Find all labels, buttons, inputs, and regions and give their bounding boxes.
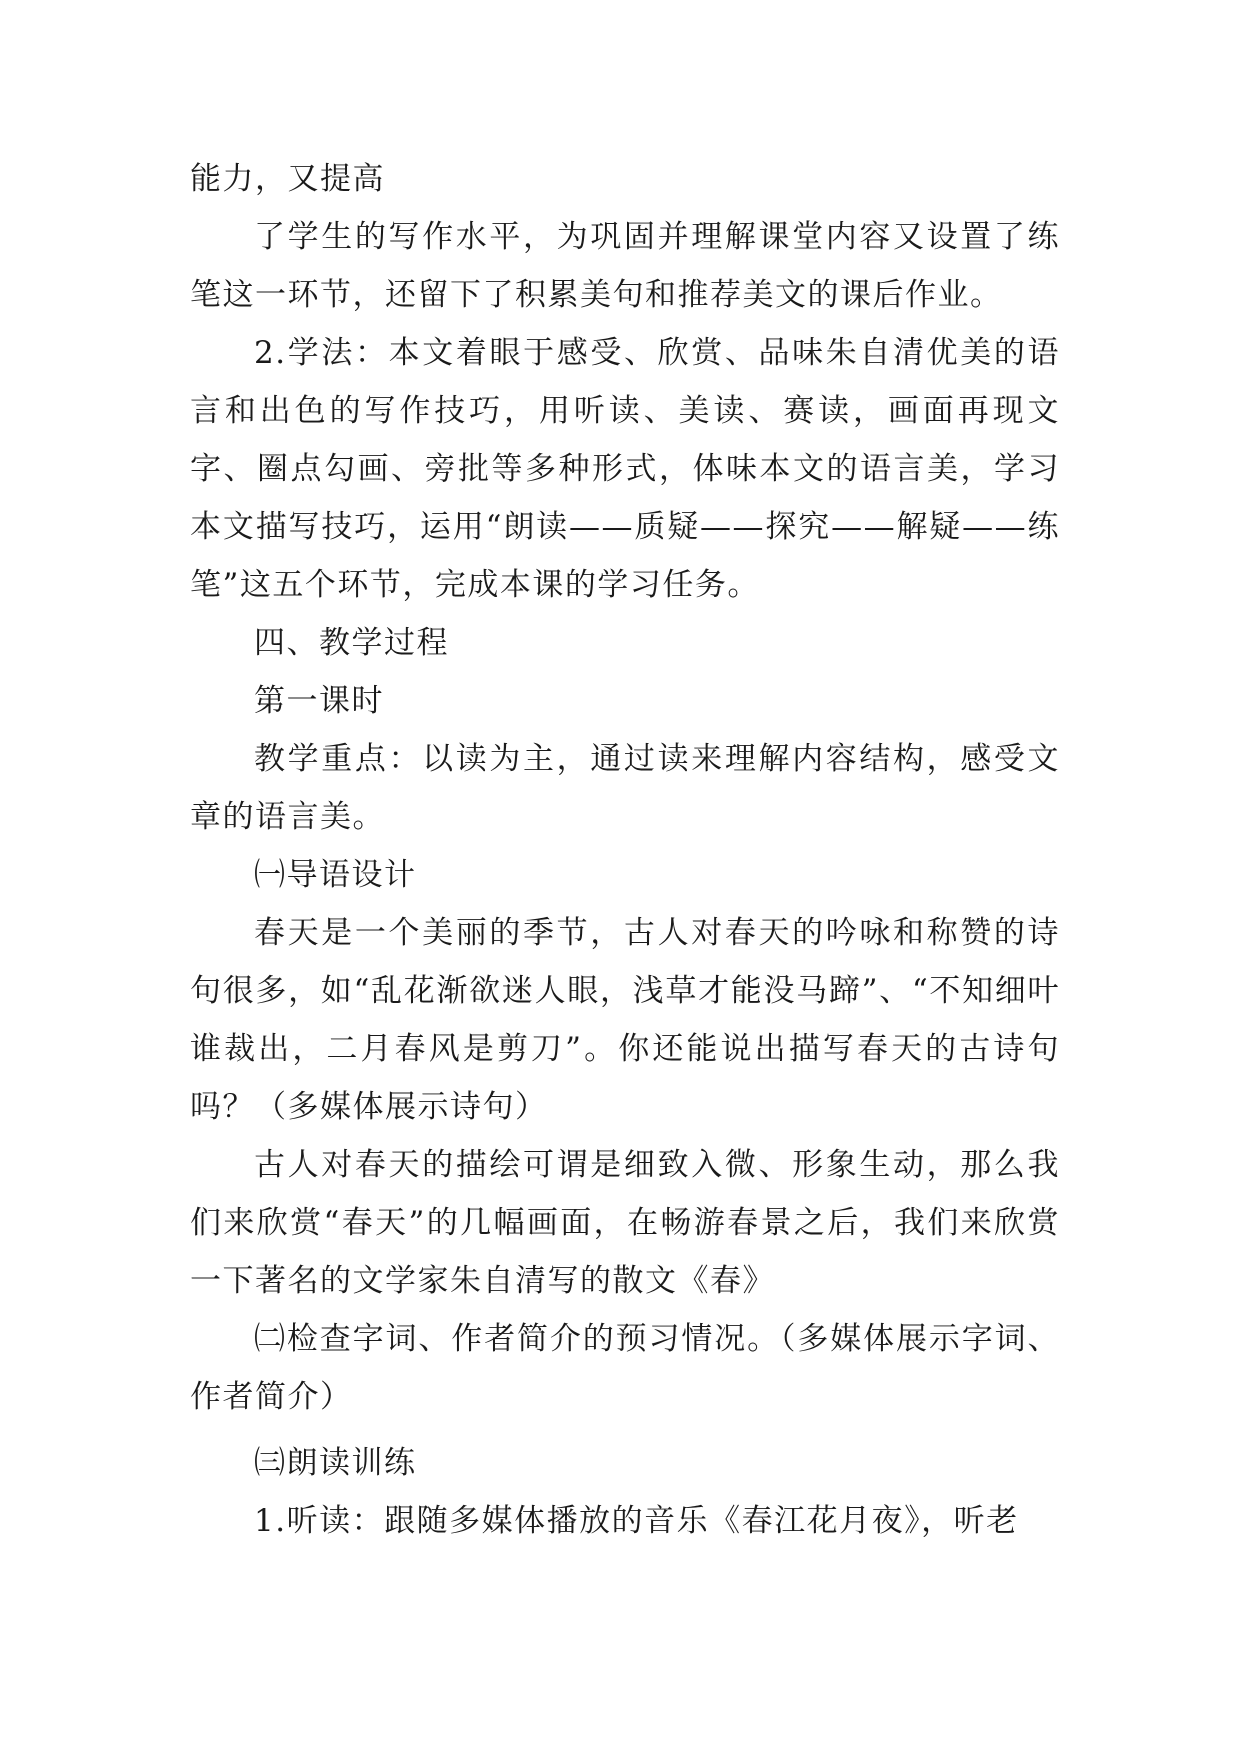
paragraph-spring-appreciation: 古人对春天的描绘可谓是细致入微、形象生动，那么我们来欣赏“春天”的几幅画面，在畅游春景之后，我们来欣赏一下著名的文学家朱自清写的散文《春》 [190, 1147, 1060, 1299]
subheading-reading-training: ㈢朗读训练 [254, 1445, 417, 1481]
paragraph-listening: 1.听读：跟随多媒体播放的音乐《春江花月夜》，听老 [254, 1503, 1019, 1539]
paragraph-teaching-focus: 教学重点：以读为主，通过读来理解内容结构，感受文章的语言美。 [190, 741, 1060, 835]
paragraph-study-method: 2.学法：本文着眼于感受、欣赏、品味朱自清优美的语言和出色的写作技巧，用听读、美读、赛读，画面再现文字、圈点勾画、旁批等多种形式，体味本文的语言美，学习本文描写技巧，运用“朗读——质疑——探究——解疑——练笔”这五个环节，完成本课的学习任务。 [190, 335, 1060, 603]
paragraph-1: 能力，又提高 [190, 161, 385, 197]
paragraph-2: 了学生的写作水平，为巩固并理解课堂内容又设置了练笔这一环节，还留下了积累美句和推荐美文的课后作业。 [190, 219, 1060, 313]
subheading-introduction-design: ㈠导语设计 [254, 857, 417, 893]
document-body [190, 150, 1060, 1550]
paragraph-spring-poems: 春天是一个美丽的季节，古人对春天的吟咏和称赞的诗句很多，如“乱花渐欲迷人眼，浅草才能没马蹄”、“不知细叶谁裁出，二月春风是剪刀”。你还能说出描写春天的古诗句吗？（多媒体展示诗句） [190, 915, 1060, 1125]
paragraph-preview-check: ㈡检查字词、作者简介的预习情况。（多媒体展示字词、作者简介） [190, 1321, 1060, 1415]
section-heading-teaching-process: 四、教学过程 [254, 625, 449, 661]
subheading-first-lesson: 第一课时 [254, 683, 384, 719]
